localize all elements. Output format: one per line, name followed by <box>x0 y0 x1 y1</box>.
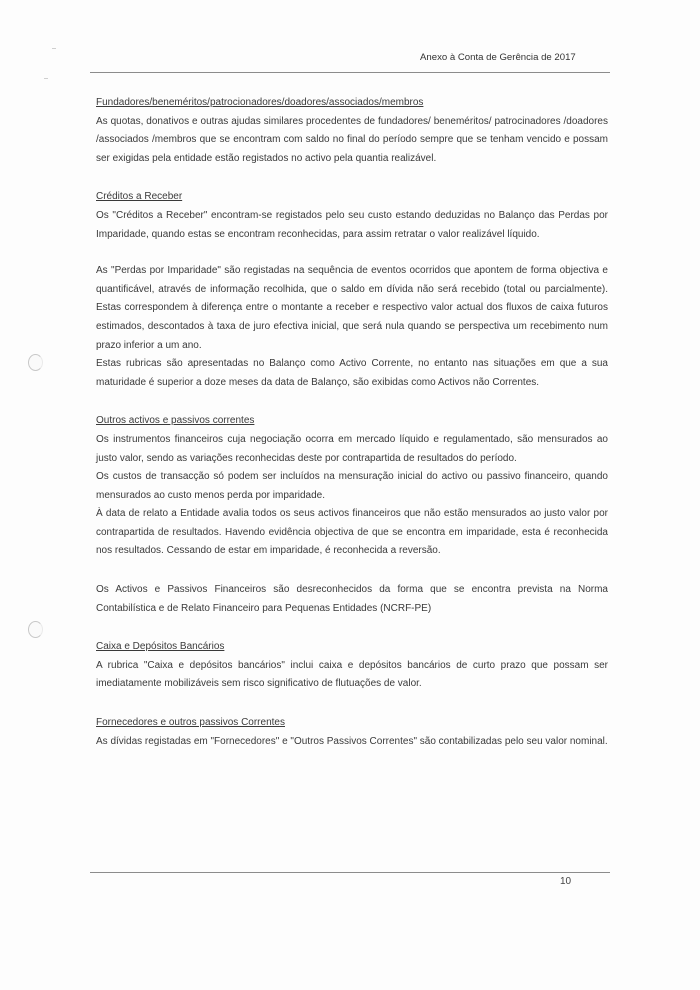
section-heading: Fornecedores e outros passivos Correntes <box>96 717 285 729</box>
section-heading: Caixa e Depósitos Bancários <box>96 641 225 653</box>
section-paragraph: Os Activos e Passivos Financeiros são desreconhecidos da forma que se encontra prevista na Norma Contabilística e de Relato Financeiro para Pequenas Entidades (NCRF-PE) <box>96 584 608 614</box>
section-paragraph: Os instrumentos financeiros cuja negociação ocorra em mercado líquido e regulamentado, são mensurados ao justo valor, sendo as variações reconhecidas deste por contrapartida de resultados do período. <box>96 433 608 464</box>
scan-speck <box>44 78 48 79</box>
section-paragraph: A rubrica "Caixa e depósitos bancários" inclui caixa e depósitos bancários de curto prazo que possam ser imediatamente mobilizáveis sem risco significativo de flutuações de valor. <box>96 659 608 690</box>
section-paragraph: As quotas, donativos e outras ajudas similares procedentes de fundadores/ beneméritos/ patrocinadores /doadores /associados /membros que se encontram com saldo no final do período sempre que se tenham vencido e possam ser exigidas pela entidade estão registados no activo pela quantia realizável. <box>96 115 608 164</box>
page-header-title: Anexo à Conta de Gerência de 2017 <box>420 52 576 63</box>
section-paragraph: As "Perdas por Imparidade" são registadas na sequência de eventos ocorridos que apontem de forma objectiva e quantificável, através de informação recolhida, que o saldo em dívida não será recebido (total ou parcialmente). Estas correspondem à diferença entre o montante a receber e respectivo valor actual dos fluxos de caixa futuros estimados, descontados à taxa de juro efectiva inicial, que será nula quando se perspectiva um recebimento num prazo inferior a um ano. <box>96 265 608 351</box>
footer-rule <box>90 872 610 873</box>
section-paragraph: Os "Créditos a Receber" encontram-se registados pelo seu custo estando deduzidas no Balanço das Perdas por Imparidade, quando estas se encontram reconhecidas, para assim retratar o valor realizável líquido. <box>96 209 608 240</box>
section-heading: Fundadores/beneméritos/patrocionadores/doadores/associados/membros <box>96 97 424 108</box>
hole-punch-mark <box>28 621 43 638</box>
section-paragraph: As dívidas registadas em "Fornecedores" e "Outros Passivos Correntes" são contabilizadas pelo seu valor nominal. <box>96 735 608 747</box>
document-body <box>96 94 608 751</box>
section-heading: Créditos a Receber <box>96 191 183 203</box>
header-rule <box>90 72 610 73</box>
section-heading: Outros activos e passivos correntes <box>96 415 255 427</box>
section-paragraph: Estas rubricas são apresentadas no Balanço como Activo Corrente, no entanto nas situações em que a sua maturidade é superior a doze meses da data de Balanço, são exibidas como Activos não Correntes. <box>96 358 608 388</box>
hole-punch-mark <box>28 354 43 371</box>
section-paragraph: À data de relato a Entidade avalia todos os seus activos financeiros que não estão mensurados ao justo valor por contrapartida de resultados. Havendo evidência objectiva de que se encontra em imparidade, esta é reconhecida nos resultados. Cessando de estar em imparidade, é reconhecida a reversão. <box>96 508 608 557</box>
scan-speck <box>52 48 56 49</box>
section-paragraph: Os custos de transacção só podem ser incluídos na mensuração inicial do activo ou passivo financeiro, quando mensurados ao custo menos perda por imparidade. <box>96 471 608 501</box>
page-number: 10 <box>560 876 572 887</box>
